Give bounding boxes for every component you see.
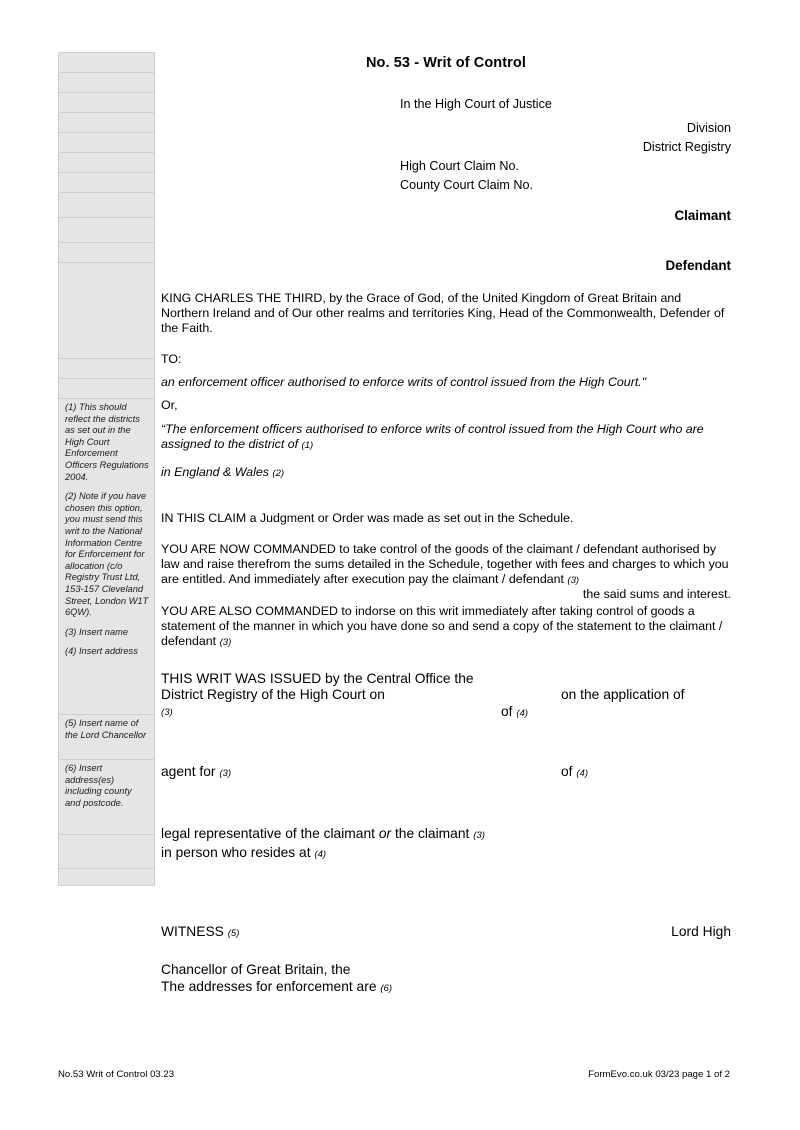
note-cell-blank xyxy=(59,263,154,359)
note-cell-blank xyxy=(59,153,154,173)
county-court-claim-no-label: County Court Claim No. xyxy=(400,178,533,192)
claimant-label: Claimant xyxy=(674,208,731,223)
high-court-claim-no-label: High Court Claim No. xyxy=(400,159,519,173)
commanded-2-paragraph xyxy=(161,604,731,650)
court-header-block xyxy=(161,97,731,273)
england-wales-text: in England & Wales xyxy=(161,464,269,479)
note-text-1: (1) This should reflect the districts as set out in the High Court Enforcement Officers Regulations 2004. xyxy=(65,402,149,482)
addresses-for-enforcement-line xyxy=(161,979,731,998)
note-cell-blank xyxy=(59,113,154,133)
in-person-text: in person who resides at xyxy=(161,844,311,860)
in-person-ref: (4) xyxy=(314,848,327,860)
note-cell-6 xyxy=(59,760,154,835)
addressee-option-2 xyxy=(161,422,731,453)
legal-rep-or: or xyxy=(378,826,392,842)
legal-rep-ref: (3) xyxy=(473,830,485,842)
writ-issued-ref-4: (4) xyxy=(516,707,529,719)
agent-for-block xyxy=(161,764,731,783)
note-cell-blank xyxy=(59,359,154,379)
in-this-claim-paragraph: IN THIS CLAIM a Judgment or Order was made as set out in the Schedule. xyxy=(161,510,574,525)
note-cell-5 xyxy=(59,715,154,760)
commanded-1-paragraph xyxy=(161,542,731,588)
witness-ref: (5) xyxy=(227,927,240,939)
chancellor-line: Chancellor of Great Britain, the xyxy=(161,962,351,978)
commanded-1-ref: (3) xyxy=(567,575,580,587)
lord-high-label: Lord High xyxy=(671,923,731,939)
addressee-option-1: an enforcement officer authorised to enforce writs of control issued from the High Court." xyxy=(161,375,647,390)
note-text-5: (5) Insert name of the Lord Chancellor xyxy=(65,718,147,740)
commanded-2-text: YOU ARE ALSO COMMANDED to indorse on this writ immediately after taking control of goods a statement of the manner in which you have done so and send a copy of the statement to the claimant / defendant xyxy=(161,604,723,649)
legal-rep-post: the claimant xyxy=(394,826,470,842)
addresses-ref: (6) xyxy=(380,982,393,994)
royal-styling-paragraph: KING CHARLES THE THIRD, by the Grace of God, of the United Kingdom of Great Britain and Northern Ireland and of Our other realms and territories King, Head of the Commonwealth, Defender of the Faith. xyxy=(161,291,725,336)
addressee-option-2-ref: (1) xyxy=(301,439,314,451)
note-cell-1-2-3-4 xyxy=(59,399,154,715)
witness-line xyxy=(161,924,731,943)
note-cell-blank xyxy=(59,379,154,399)
england-wales-line xyxy=(161,465,731,481)
district-registry-label: District Registry xyxy=(642,140,731,154)
addressee-option-2-text: “The enforcement officers authorised to enforce writs of control issued from the High Court who are assigned to the district of xyxy=(161,421,704,451)
marginal-notes-column xyxy=(58,52,155,886)
writ-issued-of xyxy=(501,704,528,723)
note-2-prefix: (2) xyxy=(65,491,77,502)
note-cell-blank xyxy=(59,218,154,243)
division-label: Division xyxy=(686,121,731,135)
page-title: No. 53 - Writ of Control xyxy=(365,55,526,71)
agent-for-ref: (3) xyxy=(219,767,232,779)
note-cell-blank xyxy=(59,133,154,153)
note-2-body: Note if you have chosen this option, you must send this writ to the National Information Centre for Enforcement for allocation (c/o Registry Trust Ltd, 153-157 Cleveland Street, London W1T 6QW). xyxy=(65,491,149,618)
england-wales-ref: (2) xyxy=(272,467,285,479)
document-body xyxy=(161,52,731,997)
note-text-2 xyxy=(65,491,149,619)
agent-of-ref: (4) xyxy=(576,767,589,779)
writ-issued-of-text: of xyxy=(501,703,513,719)
note-cell-blank xyxy=(59,835,154,869)
note-cell-blank xyxy=(59,869,154,886)
writ-issued-ref-3-text: (3) xyxy=(161,706,173,718)
agent-of-text: of xyxy=(561,763,573,779)
agent-for-line xyxy=(161,764,731,783)
commanded-1-block xyxy=(161,541,731,602)
note-cell-blank xyxy=(59,193,154,218)
or-label: Or, xyxy=(161,398,178,413)
writ-issued-block xyxy=(161,671,731,720)
agent-for-text: agent for xyxy=(161,763,216,779)
note-cell-blank xyxy=(59,243,154,263)
in-person-line xyxy=(161,845,731,864)
note-cell-blank xyxy=(59,173,154,193)
commanded-2-ref: (3) xyxy=(219,637,232,649)
note-cell-blank xyxy=(59,53,154,73)
note-cell-blank xyxy=(59,73,154,93)
footer-form-reference: No.53 Writ of Control 03.23 xyxy=(58,1069,175,1080)
court-name: In the High Court of Justice xyxy=(400,97,552,111)
to-label: TO: xyxy=(161,352,182,367)
commanded-1-tail: the said sums and interest. xyxy=(582,587,731,602)
writ-issued-line-2: District Registry of the High Court on xyxy=(161,687,385,703)
witness-label-text: WITNESS xyxy=(161,923,224,939)
writ-issued-line-1: THIS WRIT WAS ISSUED by the Central Office the xyxy=(161,670,474,686)
writ-issued-on-application-of: on the application of xyxy=(561,687,685,703)
note-cell-blank xyxy=(59,93,154,113)
writ-issued-ref-3 xyxy=(161,704,731,720)
agent-of-line xyxy=(561,764,588,783)
note-text-6: (6) Insert address(es) including county and postcode. xyxy=(65,763,132,808)
addresses-text: The addresses for enforcement are xyxy=(161,978,377,994)
footer-source-and-page: FormEvo.co.uk 03/23 page 1 of 2 xyxy=(588,1069,730,1080)
note-text-4: (4) Insert address xyxy=(65,646,138,657)
legal-rep-pre: legal representative of the claimant xyxy=(161,826,375,842)
witness-block xyxy=(161,924,731,943)
defendant-label: Defendant xyxy=(665,258,731,273)
note-text-3: (3) Insert name xyxy=(65,626,129,637)
legal-representative-line xyxy=(161,826,731,845)
commanded-1-text: YOU ARE NOW COMMANDED to take control of the goods of the claimant / defendant authorised by law and raise therefrom the sums detailed in the Schedule, together with fees and charges to which you are entitled. And immediately after execution pay the claimant / defendant xyxy=(161,541,729,587)
